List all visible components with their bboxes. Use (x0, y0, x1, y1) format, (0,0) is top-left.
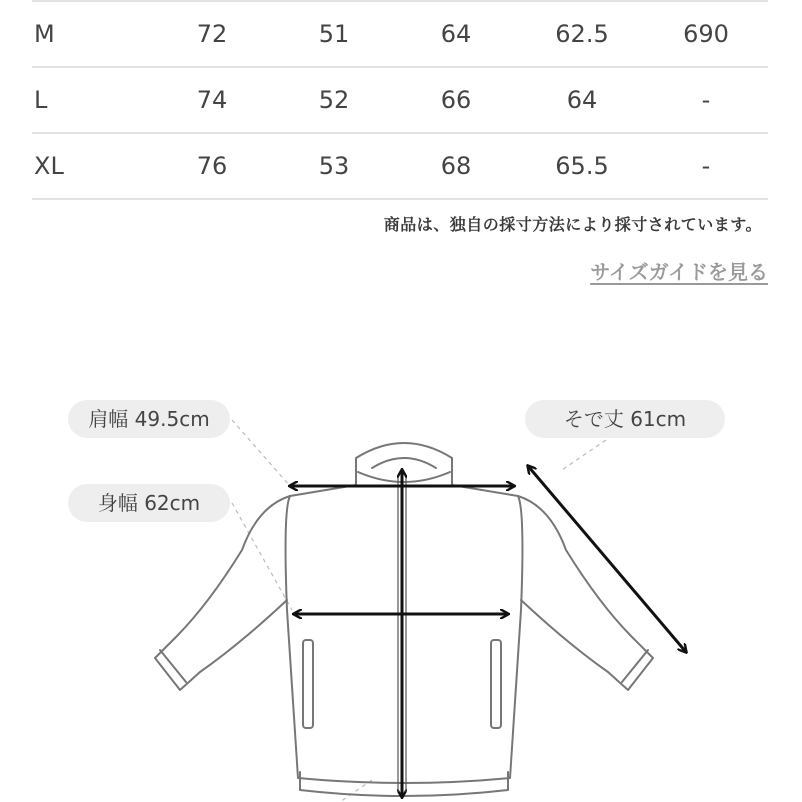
table-row (32, 0, 768, 68)
size-label: XL (34, 152, 64, 180)
sleeve-length-label: そで丈 61cm (525, 400, 725, 438)
table-cell: 64 (440, 20, 472, 48)
table-cell: 66 (440, 86, 472, 114)
table-cell: 64 (566, 86, 598, 114)
leader-lines (232, 420, 606, 802)
table-cell: 72 (196, 20, 228, 48)
table-cell: 52 (318, 86, 350, 114)
table-cell: 690 (683, 20, 729, 48)
table-row (32, 68, 768, 134)
table-cell: - (701, 86, 711, 114)
table-cell: 53 (318, 152, 350, 180)
measurement-note: 商品は、独自の採寸方法により採寸されています。 (383, 215, 762, 234)
table-cell: 62.5 (555, 20, 609, 48)
table-cell: 68 (440, 152, 472, 180)
table-cell: 51 (318, 20, 350, 48)
sleeve-length-arrow (528, 466, 686, 652)
table-cell: - (701, 152, 711, 180)
size-guide-link[interactable]: サイズガイドを見る (590, 260, 768, 284)
jacket-diagram (0, 300, 802, 802)
table-cell: 74 (196, 86, 228, 114)
shoulder-width-label: 肩幅 49.5cm (68, 400, 230, 438)
body-width-label: 身幅 62cm (68, 484, 230, 522)
table-row (32, 134, 768, 200)
size-label: M (34, 20, 55, 48)
table-cell: 65.5 (555, 152, 609, 180)
size-label: L (34, 86, 48, 114)
double-arrow-icon (398, 470, 406, 797)
table-cell: 76 (196, 152, 228, 180)
jacket-outline-icon (155, 443, 653, 796)
size-table (32, 0, 768, 200)
